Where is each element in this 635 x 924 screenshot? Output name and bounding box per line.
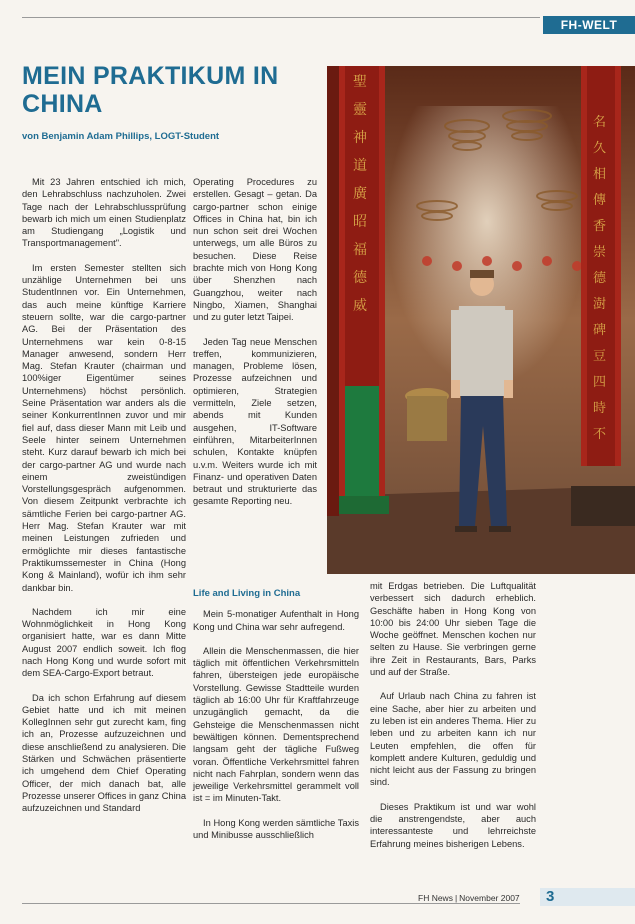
paragraph: Mein 5-monatiger Aufenthalt in Hong Kong und China war sehr aufregend. [193,609,359,632]
temple-photo [327,66,635,574]
svg-text:廣: 廣 [353,186,367,202]
svg-text:昭: 昭 [353,214,367,230]
paragraph: Im ersten Semester stellten sich unzählige Unternehmen bei uns StudentInnen vor. Ein Unternehmen, das auch meine künftige Karriere steuern sollte, war die cargo-partner AG. Bei der Präsentation des Unternehmens war kein 0-8-15 Manager anwesend, sondern Herr Mag. Stefan Krauter (chairman und 100%iger Eigentümer seines Unternehmens) höchst persönlich. Seine Präsentation war anders als die seiner KonkurrentInnen zuvor und mir fiel auf, dass dieser Mann mit Leib und Seele hinter seinem Unternehmen steht. Kurz darauf bewarb ich mich bei der cargo-partner AG und wurde nach einem zweistündigen Vorstellungsgespräch aufgenommen. Von diesem Zeitpunkt verbrachte ich sämtliche Ferien bei cargo-partner AG. Herr Mag. Stefan Krauter war mit meinen Leistungen zufrieden und ermöglichte mir dieses fantastische Praktikumssemester in China (Hong Kong & Mainland), wofür ich ihm sehr dankbar bin. [22,262,186,593]
svg-text:相: 相 [593,167,607,182]
header-rule [22,17,540,18]
column-1 [22,176,186,827]
section-tag: FH-WELT [543,16,635,34]
svg-text:道: 道 [353,158,367,174]
column-2-lower [193,588,359,853]
paragraph: Operating Procedures zu erstellen. Gesagt – getan. Da cargo-partner schon einige Offices in China hat, bin ich nun schon seit drei Wochen unterwegs, um alle Büros zu besuchen. Diese Reise brachte mich von Hong Kong über Shenzhen nach Guangzhou, weiter nach Ningbo, Xiamen, Shanghai und zu guter letzt Taipei. [193,177,317,323]
svg-text:崇: 崇 [593,245,607,260]
svg-text:豆: 豆 [593,349,607,364]
article-byline: von Benjamin Adam Phillips, LOGT-Student [22,131,220,142]
svg-text:名: 名 [593,115,607,130]
paragraph: Allein die Menschenmassen, die hier täglich mit öffentlichen Verkehrsmitteln fahren, übersteigen jede europäische Vorstellung. Gewisse Stadtteile wurden täglich ab 16:00 Uhr für Kraftfahrzeuge unzugänglich gemacht, da die Gehsteige die Menschenmassen nicht bewältigen können. Dementsprechend langsam geht der tägliche Fußweg voran. Öffentliche Verkehrsmittel fahren nicht nach Fahrplan, sondern wenn das jeweilige Verkehrsmittel gerammelt voll ist = im Minuten-Takt. [193,645,359,804]
page-number: 3 [546,888,555,905]
paragraph: Auf Urlaub nach China zu fahren ist eine Sache, aber hier zu arbeiten und zu leben ist ein anderes Thema. Hier zu leben und zu arbeiten kann ich nur Leuten empfehlen, die offen für komplett andere Kulturen, geduldig und nicht leicht aus der Fassung zu bringen sind. [370,691,536,788]
column-2 [193,176,317,520]
paragraph: mit Erdgas betrieben. Die Luftqualität verbessert sich dadurch erheblich. Geschäfte haben in Hong Kong von 10:00 bis 24:00 Uhr sieben Tage die Woche geöffnet. Menschen kochen nur selten zu Hause. Sie verbringen gerne ihre Zeit in Restaurants, Bars, Parks und auf der Straße. [370,581,536,678]
svg-text:靈: 靈 [353,102,367,118]
paragraph: Jeden Tag neue Menschen treffen, kommunizieren, managen, Probleme lösen, Prozesse aufzeichnen und optimieren, Strategien vermitteln, Ziele setzen, abends mit Kunden ausgehen, IT-Software einführen, MitarbeiterInnen schulen, Kontakte knüpfen u.v.m. Weiters wurde ich mit Finanz- und operativen Daten betraut und strukturierte das gesamte Reporting neu. [193,336,317,507]
section-subheading: Life and Living in China [193,588,301,599]
paragraph: Nachdem ich mir eine Wohnmöglichkeit in Hong Kong organisiert hatte, war es dann Mitte August 2007 endlich soweit. Ich flog nach Hong Kong und wurde sofort mit dem SEA-Cargo-Export betraut. [22,606,186,679]
svg-text:德: 德 [593,271,607,286]
svg-text:神: 神 [353,130,367,146]
footer-rule [22,903,520,904]
svg-text:碑: 碑 [593,323,607,338]
paragraph: Dieses Praktikum ist und war wohl die anstrengendste, aber auch interessanteste und lehrreichste Erfahrung meines bisherigen Lebens. [370,801,536,849]
paragraph: In Hong Kong werden sämtliche Taxis und Minibusse ausschließlich [193,817,359,841]
svg-text:威: 威 [353,298,367,314]
svg-text:福: 福 [353,242,367,258]
paragraph: Mit 23 Jahren entschied ich mich, den Lehrabschluss nachzuholen. Zwei Tage nach der Lehrabschlussprüfung bewarb ich mich um einen Studienplatz am Studiengang „Logistik und Transportmanagement". [22,177,186,249]
paragraph: Da ich schon Erfahrung auf diesem Gebiet hatte und ich mit meinen KollegInnen sehr gut zurecht kam, fing ich an, Prozesse aufzuzeichnen und diese anschließend zu analysieren. Die Stärken und Schwächen präsentierte ich umgehend dem Chief Operating Officer, der mich danach bat, alle Prozesse unserer Offices in ganz China aufzuzeichnen und Standard [22,692,186,814]
svg-text:四: 四 [593,375,607,390]
svg-text:德: 德 [353,270,367,286]
svg-text:澍: 澍 [593,297,607,312]
svg-text:久: 久 [593,141,607,156]
svg-text:不: 不 [593,427,607,442]
svg-text:聖: 聖 [353,74,367,90]
article-title: MEIN PRAKTIKUM IN CHINA [22,62,279,118]
svg-text:傳: 傳 [593,193,607,208]
publication-name: FH News [418,893,453,903]
svg-text:香: 香 [593,219,607,234]
column-3 [370,580,536,862]
footer: FH News | November 2007 [418,893,520,903]
issue-date: November 2007 [459,893,520,903]
svg-text:時: 時 [593,401,607,416]
